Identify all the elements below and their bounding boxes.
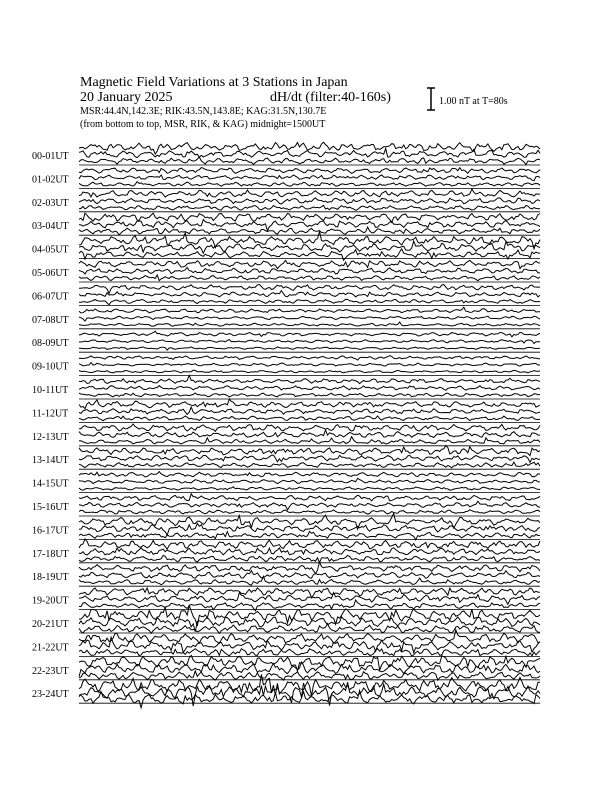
trace-kag	[79, 213, 540, 222]
trace-rik	[79, 407, 540, 414]
trace-msr	[79, 275, 540, 281]
chart-title: Magnetic Field Variations at 3 Stations in Japan	[80, 75, 348, 90]
chart-date: 20 January 2025	[80, 90, 173, 105]
row-label: 10-11UT	[32, 385, 69, 396]
trace-rik	[79, 149, 540, 158]
row-label: 11-12UT	[32, 408, 69, 420]
trace-kag	[79, 655, 540, 671]
row-label: 16-17UT	[32, 525, 69, 537]
trace-rik	[79, 455, 540, 462]
row-label: 03-04UT	[32, 221, 69, 233]
trace-rik	[79, 340, 540, 344]
trace-kag	[79, 168, 540, 174]
row-label: 07-08UT	[32, 314, 69, 326]
trace-rik	[79, 291, 540, 297]
row-label: 12-13UT	[32, 431, 69, 443]
trace-msr	[79, 205, 540, 210]
trace-kag	[79, 539, 540, 549]
trace-kag	[79, 446, 540, 456]
trace-rik	[79, 501, 540, 510]
row-label: 14-15UT	[32, 478, 69, 490]
trace-kag	[79, 562, 540, 574]
row-label: 23-24UT	[32, 689, 69, 701]
trace-rik	[79, 548, 540, 555]
row-label: 18-19UT	[32, 572, 69, 584]
scale-bar-label: 1.00 nT at T=80s	[439, 96, 508, 107]
trace-rik	[79, 316, 540, 321]
trace-kag	[79, 189, 540, 197]
trace-rik	[79, 478, 540, 483]
trace-rik	[79, 430, 540, 438]
chart-quantity: dH/dt (filter:40-160s)	[270, 90, 391, 105]
trace-kag	[79, 424, 540, 432]
trace-kag	[79, 331, 540, 337]
row-label: 01-02UT	[32, 174, 69, 186]
trace-msr	[79, 370, 540, 373]
trace-kag	[79, 260, 540, 268]
row-label: 20-21UT	[32, 619, 69, 630]
trace-msr	[79, 347, 540, 350]
trace-kag	[79, 399, 540, 409]
trace-kag	[79, 356, 540, 360]
row-label: 05-06UT	[32, 268, 69, 279]
trace-rik	[79, 386, 540, 391]
hour-rows	[32, 142, 540, 708]
trace-kag	[79, 375, 540, 383]
trace-rik	[79, 593, 540, 605]
row-label: 17-18UT	[32, 548, 69, 560]
row-label: 04-05UT	[32, 244, 69, 256]
trace-msr	[79, 555, 540, 562]
trace-msr	[79, 157, 540, 165]
trace-msr	[79, 437, 540, 444]
trace-kag	[79, 588, 540, 598]
trace-msr	[79, 182, 540, 187]
trace-rik	[79, 571, 540, 579]
trace-rik	[79, 198, 540, 204]
trace-msr	[79, 462, 540, 468]
row-label: 00-01UT	[32, 151, 69, 162]
trace-rik	[79, 662, 540, 677]
trace-msr	[79, 531, 540, 540]
trace-rik	[79, 268, 540, 274]
row-label: 22-23UT	[32, 665, 69, 677]
scale-bar	[427, 88, 508, 110]
trace-kag	[79, 285, 540, 294]
trace-kag	[79, 307, 540, 313]
trace-msr	[79, 649, 540, 657]
row-label: 13-14UT	[32, 455, 69, 467]
row-label: 08-09UT	[32, 338, 69, 350]
trace-kag	[79, 494, 540, 501]
trace-msr	[79, 510, 540, 514]
trace-rik	[79, 175, 540, 181]
trace-kag	[79, 472, 540, 477]
station-coordinates: MSR:44.4N,142.3E; RIK:43.5N,143.8E; KAG:31.5N,130.7E	[80, 106, 327, 117]
station-order-note: (from bottom to top, MSR, RIK, & KAG) midnight=1500UT	[80, 119, 326, 130]
row-label: 21-22UT	[32, 642, 69, 654]
trace-msr	[79, 393, 540, 397]
trace-msr	[79, 416, 540, 421]
trace-msr	[79, 322, 540, 326]
trace-msr	[79, 600, 540, 611]
trace-msr	[79, 227, 540, 235]
row-label: 06-07UT	[32, 291, 69, 303]
trace-msr	[79, 487, 540, 490]
row-label: 02-03UT	[32, 197, 69, 209]
row-label: 19-20UT	[32, 595, 69, 607]
trace-rik	[79, 363, 540, 367]
row-label: 15-16UT	[32, 502, 69, 513]
trace-msr	[79, 299, 540, 305]
row-label: 09-10UT	[32, 361, 69, 373]
